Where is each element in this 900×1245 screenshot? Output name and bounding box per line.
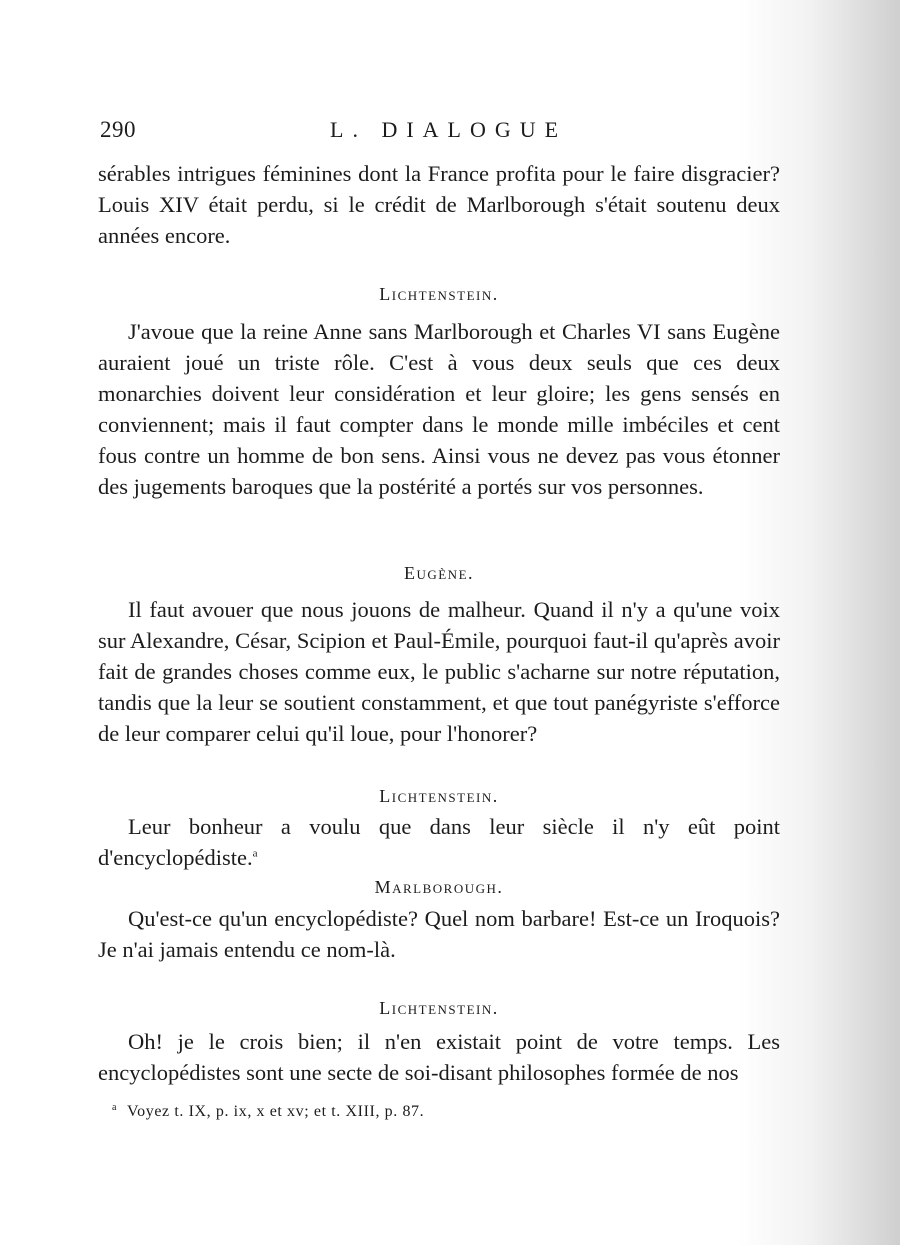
paragraph-text: Il faut avouer que nous jouons de malheur. Quand il n'y a qu'une voix sur Alexandre, César, Scipion et Paul-Émile, pourquoi faut-il qu'après avoir fait de grandes choses comme eux, le public s'acharne sur notre réputation, tandis que la leur se soutient constamment, et que tout panégyriste s'efforce de leur comparer celui qu'il loue, pour l'honorer? xyxy=(98,597,780,746)
speaker-heading-lichtenstein: Lichtenstein. xyxy=(379,284,499,304)
speaker-heading-eugene: Eugène. xyxy=(403,563,475,583)
paragraph-text xyxy=(98,811,780,873)
paragraph-eugene xyxy=(98,594,780,749)
speaker-heading-lichtenstein: Lichtenstein. xyxy=(379,786,499,806)
footnote xyxy=(112,1101,772,1123)
footnote-reference: a xyxy=(252,847,258,860)
paragraph-text: sérables intrigues féminines dont la France profita pour le faire disgracier? Louis XIV était perdu, si le crédit de Marlborough s'était soutenu deux années encore. xyxy=(98,161,780,248)
paragraph-continuation xyxy=(98,158,780,251)
footnote-text: Voyez t. IX, p. ix, x et xv; et t. XIII, p. 87. xyxy=(127,1103,425,1120)
speaker-heading-marlborough: Marlborough. xyxy=(374,877,504,897)
running-title: L. DIALOGUE xyxy=(330,117,568,142)
paragraph-lichtenstein-2 xyxy=(98,811,780,873)
paragraph-lichtenstein-1 xyxy=(98,316,780,502)
running-head xyxy=(100,117,780,147)
footnote-mark: a xyxy=(112,1101,118,1113)
speaker-heading-lichtenstein: Lichtenstein. xyxy=(379,998,499,1018)
paragraph-text: Oh! je le crois bien; il n'en existait point de votre temps. Les encyclopédistes sont une secte de soi-disant philosophes formée de nos xyxy=(98,1029,780,1085)
paragraph-marlborough xyxy=(98,903,780,965)
paragraph-text: Qu'est-ce qu'un encyclopédiste? Quel nom barbare! Est-ce un Iroquois? Je n'ai jamais entendu ce nom-là. xyxy=(98,906,780,962)
page-number: 290 xyxy=(100,117,136,142)
paragraph-body: Leur bonheur a voulu que dans leur siècle il n'y eût point d'encyclopédiste. xyxy=(98,814,780,870)
paragraph-lichtenstein-3 xyxy=(98,1026,780,1088)
paragraph-text: J'avoue que la reine Anne sans Marlborough et Charles VI sans Eugène auraient joué un triste rôle. C'est à vous deux seuls que ces deux monarchies doivent leur considération et leur gloire; les gens sensés en conviennent; mais il faut compter dans le monde mille imbéciles et cent fous contre un homme de bon sens. Ainsi vous ne devez pas vous étonner des jugements baroques que la postérité a portés sur vos personnes. xyxy=(98,319,780,499)
